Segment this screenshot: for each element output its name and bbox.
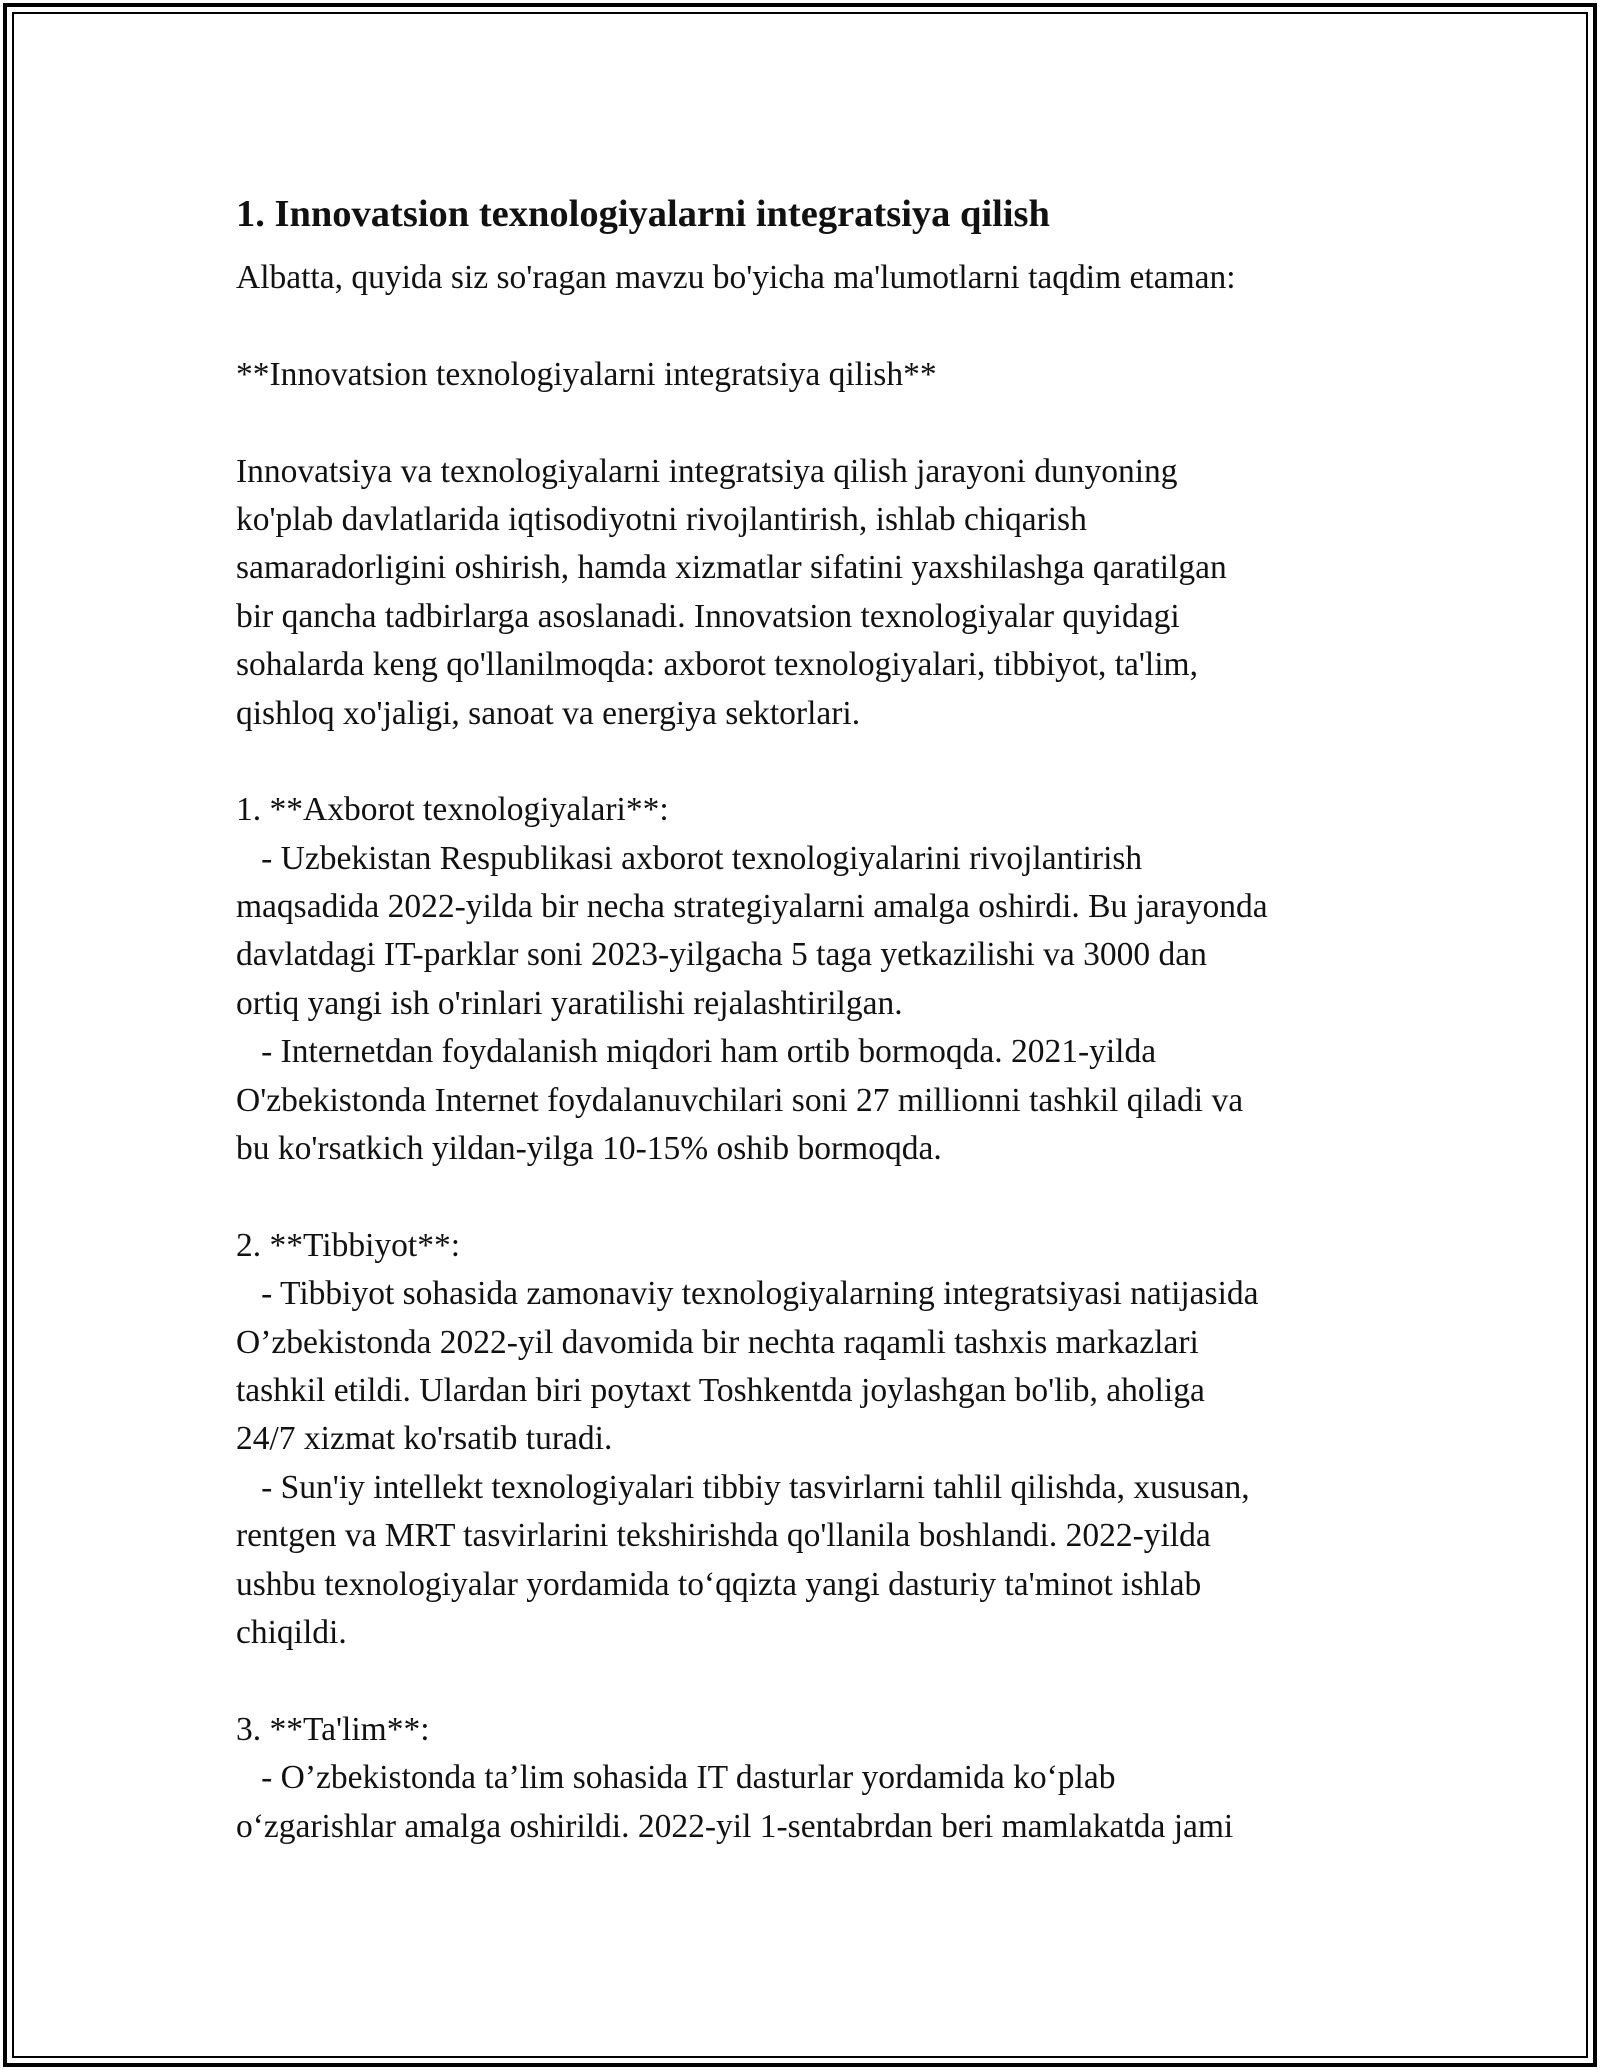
text-line: chiqildi. [236,1613,347,1651]
text-line: bu ko'rsatkich yildan-yilga 10-15% oshib bormoqda. [236,1130,942,1168]
text-line [236,302,1376,350]
text-line: 24/7 xizmat ko'rsatib turadi. [236,1420,613,1458]
text-line: **Innovatsion texnologiyalarni integratsiya qilish** [236,355,937,393]
document-text [236,254,1376,1851]
text-line: samaradorligini oshirish, hamda xizmatlar sifatini yaxshilashga qaratilgan [236,549,1227,587]
text-line [236,399,1376,447]
text-line: rentgen va MRT tasvirlarini tekshirishda qo'llanila boshlandi. 2022-yilda [236,1517,1211,1555]
text-line: o‘zgarishlar amalga oshirildi. 2022-yil 1-sentabrdan beri mamlakatda jami [236,1807,1234,1845]
text-line [236,1173,1376,1221]
text-line: - Sun'iy intellekt texnologiyalari tibbiy tasvirlarni tahlil qilishda, xususan, [236,1468,1250,1506]
text-line: Innovatsiya va texnologiyalarni integratsiya qilish jarayoni dunyoning [236,452,1178,490]
text-line: ortiq yangi ish o'rinlari yaratilishi rejalashtirilgan. [236,984,903,1022]
text-line: - Uzbekistan Respublikasi axborot texnologiyalarini rivojlantirish [236,839,1143,877]
document-body [236,188,1376,1851]
text-line: bir qancha tadbirlarga asoslanadi. Innovatsion texnologiyalar quyidagi [236,597,1180,635]
text-line: O'zbekistonda Internet foydalanuvchilari soni 27 millionni tashkil qiladi va [236,1081,1244,1119]
text-line: tashkil etildi. Ulardan biri poytaxt Toshkentda joylashgan bo'lib, aholiga [236,1371,1205,1409]
text-line: sohalarda keng qo'llanilmoqda: axborot texnologiyalari, tibbiyot, ta'lim, [236,646,1198,684]
text-line: - Tibbiyot sohasida zamonaviy texnologiyalarning integratsiyasi natijasida [236,1275,1259,1313]
text-line: 3. **Ta'lim**: [236,1710,430,1748]
text-line: qishloq xo'jaligi, sanoat va energiya sektorlari. [236,694,861,732]
text-line: O’zbekistonda 2022-yil davomida bir nechta raqamli tashxis markazlari [236,1323,1199,1361]
text-line: - Internetdan foydalanish miqdori ham ortib bormoqda. 2021-yilda [236,1033,1157,1071]
text-line: 1. **Axborot texnologiyalari**: [236,791,669,829]
text-line: 2. **Tibbiyot**: [236,1226,461,1264]
section-heading: 1. Innovatsion texnologiyalarni integratsiya qilish [236,193,1050,235]
text-line [236,738,1376,786]
text-line: - O’zbekistonda ta’lim sohasida IT dasturlar yordamida ko‘plab [236,1759,1116,1797]
text-line: davlatdagi IT-parklar soni 2023-yilgacha 5 taga yetkazilishi va 3000 dan [236,936,1207,974]
text-line: ko'plab davlatlarida iqtisodiyotni rivojlantirish, ishlab chiqarish [236,500,1087,538]
text-line: maqsadida 2022-yilda bir necha strategiyalarni amalga oshirdi. Bu jarayonda [236,888,1268,926]
text-line: Albatta, quyida siz so'ragan mavzu bo'yicha ma'lumotlarni taqdim etaman: [236,259,1236,296]
text-line: ushbu texnologiyalar yordamida to‘qqizta yangi dasturiy ta'minot ishlab [236,1565,1202,1603]
text-line [236,1657,1376,1705]
